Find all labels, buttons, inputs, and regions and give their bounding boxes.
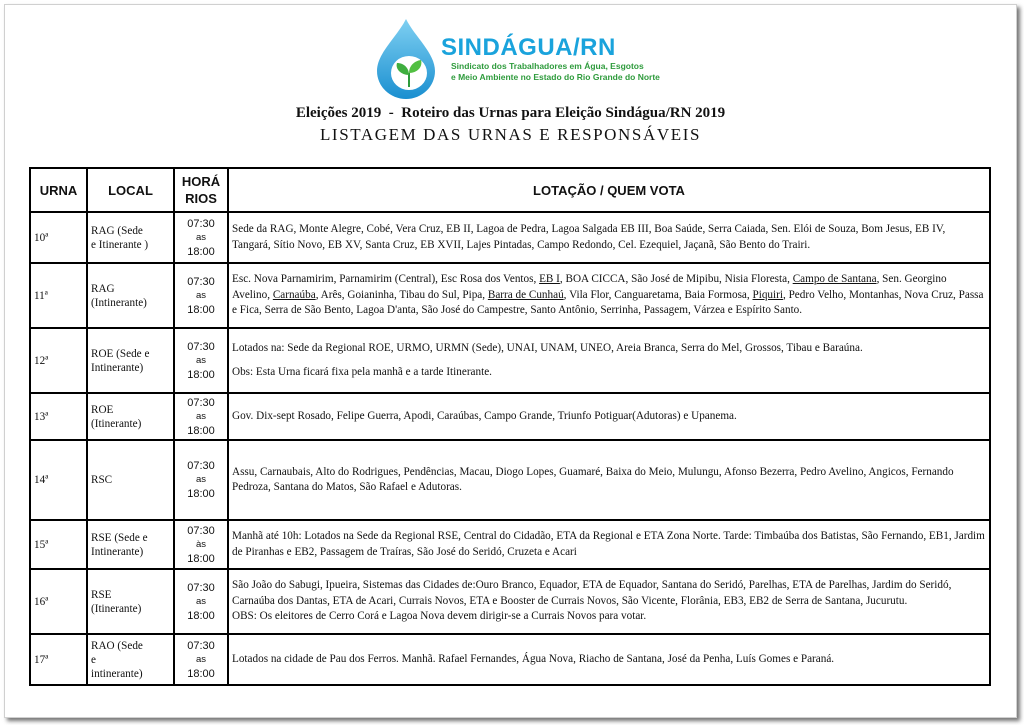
lotacao-text: , Pedro Velho, Montanhas, Nova Cruz, Passa e Fica, Serra de São Bento, Lagoa D'anta, São José do Campestre, Santo Antônio, Serrinha, Passagem, Várzea e Espírito Santo. bbox=[232, 288, 984, 317]
end-time: 18:00 bbox=[187, 424, 215, 437]
lotacao-cell: Manhã até 10h: Lotados na Sede da Regional RSE, Central do Cidadão, ETA da Regional e ETA Zona Norte. Tarde: Timbaúba dos Batistas, São Fernando, EB1, Jardim de Piranhas e EB2, Passagem de Traíras, São José do Seridó, Cruzeta e Acari bbox=[228, 520, 990, 569]
end-time: 18:00 bbox=[187, 552, 215, 565]
end-time: 18:00 bbox=[187, 368, 215, 381]
table-row bbox=[30, 393, 990, 440]
local-cell bbox=[87, 263, 174, 328]
lotacao-text: Lotados na: Sede da Regional ROE, URMO, URMN (Sede), UNAI, UNAM, UNEO, Areia Branca, Serra do Mel, Grossos, Tibau e Baraúna. bbox=[232, 342, 863, 354]
end-time: 18:00 bbox=[187, 245, 215, 258]
water-drop-leaf-logo bbox=[371, 17, 441, 101]
urna-number: 15ª bbox=[30, 520, 87, 569]
brand-subtitle-line2: e Meio Ambiente no Estado do Rio Grande do Norte bbox=[451, 72, 660, 82]
urna-number: 12ª bbox=[30, 328, 87, 393]
start-time: 07:30 bbox=[187, 217, 215, 230]
ballot-box-table bbox=[29, 167, 991, 686]
start-time: 07:30 bbox=[187, 581, 215, 594]
local-line: e Itinerante ) bbox=[91, 238, 149, 251]
local-line: RAG bbox=[91, 282, 115, 295]
local-line: (Itinerante) bbox=[91, 602, 142, 615]
end-time: 18:00 bbox=[187, 303, 215, 316]
local-line: RAG (Sede bbox=[91, 224, 143, 237]
start-time: 07:30 bbox=[187, 460, 215, 472]
header-horarios-line1: HORÁ bbox=[181, 174, 221, 189]
lotacao-observation: Obs: Esta Urna ficará fixa pela manhã e a tarde Itinerante. bbox=[232, 365, 492, 378]
header-lotacao: LOTAÇÃO / QUEM VOTA bbox=[228, 168, 990, 212]
time-separator: as bbox=[195, 410, 207, 422]
local-cell bbox=[87, 569, 174, 634]
document-subtitle: LISTAGEM DAS URNAS E RESPONSÁVEIS bbox=[319, 125, 702, 144]
end-time: 18:00 bbox=[187, 488, 215, 500]
lotacao-cell bbox=[228, 263, 990, 328]
lotacao-text: , Vila Flor, Canguaretama, Baia Formosa, bbox=[563, 288, 753, 301]
brand-subtitle-line1: Sindicato dos Trabalhadores em Água, Esgotos bbox=[451, 61, 644, 71]
local-line: ROE (Sede e bbox=[91, 347, 150, 360]
lotacao-text: , BOA CICCA, São José de Mipibu, Nisia Floresta, bbox=[559, 273, 793, 286]
end-time: 18:00 bbox=[187, 609, 215, 622]
hours-cell bbox=[174, 569, 228, 634]
table-row bbox=[30, 212, 990, 263]
lotacao-text: , Sen. Georgino Avelino, bbox=[232, 273, 947, 301]
local-line: RSE bbox=[91, 588, 112, 601]
local-line: Intinerante) bbox=[91, 361, 144, 374]
start-time: 07:30 bbox=[187, 275, 215, 288]
document-title: Eleições 2019 - Roteiro das Urnas para Eleição Sindágua/RN 2019 bbox=[295, 105, 726, 121]
local-line: ROE bbox=[91, 403, 114, 416]
time-separator: as bbox=[195, 595, 207, 607]
local-cell bbox=[87, 212, 174, 263]
table-row bbox=[30, 634, 990, 685]
local-line: Intinerante) bbox=[91, 545, 144, 558]
end-time: 18:00 bbox=[187, 667, 215, 680]
hours-cell bbox=[174, 634, 228, 685]
time-separator: as bbox=[195, 289, 207, 301]
brand-name: SINDÁGUA/RN bbox=[441, 34, 616, 61]
urna-number: 11ª bbox=[30, 263, 87, 328]
hours-cell bbox=[174, 212, 228, 263]
lotacao-underlined: Barra de Cunhaú bbox=[487, 288, 564, 301]
lotacao-text: Esc. Nova Parnamirim, Parnamirim (Central), Esc Rosa dos Ventos, bbox=[232, 273, 540, 286]
local-cell bbox=[87, 634, 174, 685]
urna-number: 13ª bbox=[30, 393, 87, 440]
local-line: (Itinerante) bbox=[91, 417, 142, 430]
header-horarios-line2: RIOS bbox=[185, 191, 217, 206]
local-line: RAO (Sede bbox=[91, 639, 143, 652]
lotacao-observation: OBS: Os eleitores de Cerro Corá e Lagoa Nova devem dirigir-se a Currais Novos para votar. bbox=[232, 610, 647, 623]
lotacao-cell bbox=[228, 569, 990, 634]
hours-cell bbox=[174, 328, 228, 393]
urna-number: 16ª bbox=[30, 569, 87, 634]
time-separator: as bbox=[195, 231, 207, 243]
table-row bbox=[30, 569, 990, 634]
start-time: 07:30 bbox=[187, 396, 215, 409]
lotacao-cell bbox=[228, 328, 990, 393]
header-urna: URNA bbox=[30, 168, 87, 212]
lotacao-underlined: Piquiri bbox=[752, 288, 783, 301]
urna-number: 17ª bbox=[30, 634, 87, 685]
table-row bbox=[30, 328, 990, 393]
hours-cell bbox=[174, 520, 228, 569]
lotacao-cell: Assu, Carnaubais, Alto do Rodrigues, Pendências, Macau, Diogo Lopes, Guamaré, Baixa do Meio, Mulungu, Afonso Bezerra, Pedro Avelino, Angicos, Fernando Pedroza, Santana do Matos, São Rafael e Adutoras. bbox=[228, 440, 990, 520]
local-cell bbox=[87, 440, 174, 520]
time-separator: as bbox=[195, 354, 207, 366]
lotacao-text: São João do Sabugi, Ipueira, Sistemas das Cidades de:Ouro Branco, Equador, ETA de Equador, Santana do Seridó, Parelhas, ETA de Parelhas, Jardim do Seridó, Carnaúba dos Dantas, ETA de Acari, Currais Novos, ETA e Booster de Currais Novos, São Vicente, Florânia, EB3, EB2 de Serra de Santana, Jucurutu. bbox=[232, 579, 952, 607]
local-line: intinerante) bbox=[91, 667, 143, 680]
urna-number: 10ª bbox=[30, 212, 87, 263]
lotacao-cell: Sede da RAG, Monte Alegre, Cobé, Vera Cruz, EB II, Lagoa de Pedra, Lagoa Salgada EB III, Boa Saúde, Serra Caiada, Sen. Elói de Souza, Bom Jesus, EB IV, Tangará, Sítio Novo, EB XV, Santa Cruz, EB XVII, Lajes Pintadas, Campo Redondo, Cel. Ezequiel, Jaçanã, São Bento do Trairi. bbox=[228, 212, 990, 263]
urna-number: 14ª bbox=[30, 440, 87, 520]
lotacao-underlined: EB I bbox=[539, 273, 560, 286]
local-line: RSC bbox=[91, 474, 113, 486]
hours-cell bbox=[174, 440, 228, 520]
start-time: 07:30 bbox=[187, 340, 215, 353]
local-cell bbox=[87, 328, 174, 393]
lotacao-underlined: Carnaúba bbox=[272, 288, 316, 301]
start-time: 07:30 bbox=[187, 524, 215, 537]
time-separator: as bbox=[195, 474, 207, 485]
header-local: LOCAL bbox=[87, 168, 174, 212]
time-separator: às bbox=[195, 538, 207, 550]
time-separator: as bbox=[195, 653, 207, 665]
local-line: e bbox=[91, 653, 96, 666]
lotacao-underlined: Campo de Santana bbox=[792, 273, 877, 286]
local-line: RSE (Sede e bbox=[91, 531, 148, 544]
lotacao-cell: Gov. Dix-sept Rosado, Felipe Guerra, Apodi, Caraúbas, Campo Grande, Triunfo Potiguar(Adutoras) e Upanema. bbox=[228, 393, 990, 440]
table-row bbox=[30, 440, 990, 520]
table-row bbox=[30, 520, 990, 569]
local-cell bbox=[87, 393, 174, 440]
table-row bbox=[30, 263, 990, 328]
lotacao-text: , Arês, Goianinha, Tibau do Sul, Pipa, bbox=[315, 288, 488, 301]
lotacao-cell: Lotados na cidade de Pau dos Ferros. Manhã. Rafael Fernandes, Água Nova, Riacho de Santana, José da Penha, Luís Gomes e Paraná. bbox=[228, 634, 990, 685]
hours-cell bbox=[174, 393, 228, 440]
local-cell bbox=[87, 520, 174, 569]
start-time: 07:30 bbox=[187, 639, 215, 652]
table-header-row bbox=[30, 168, 990, 212]
local-line: (Intinerante) bbox=[91, 296, 147, 309]
hours-cell bbox=[174, 263, 228, 328]
brand-block bbox=[441, 35, 660, 83]
header-horarios bbox=[174, 168, 228, 212]
